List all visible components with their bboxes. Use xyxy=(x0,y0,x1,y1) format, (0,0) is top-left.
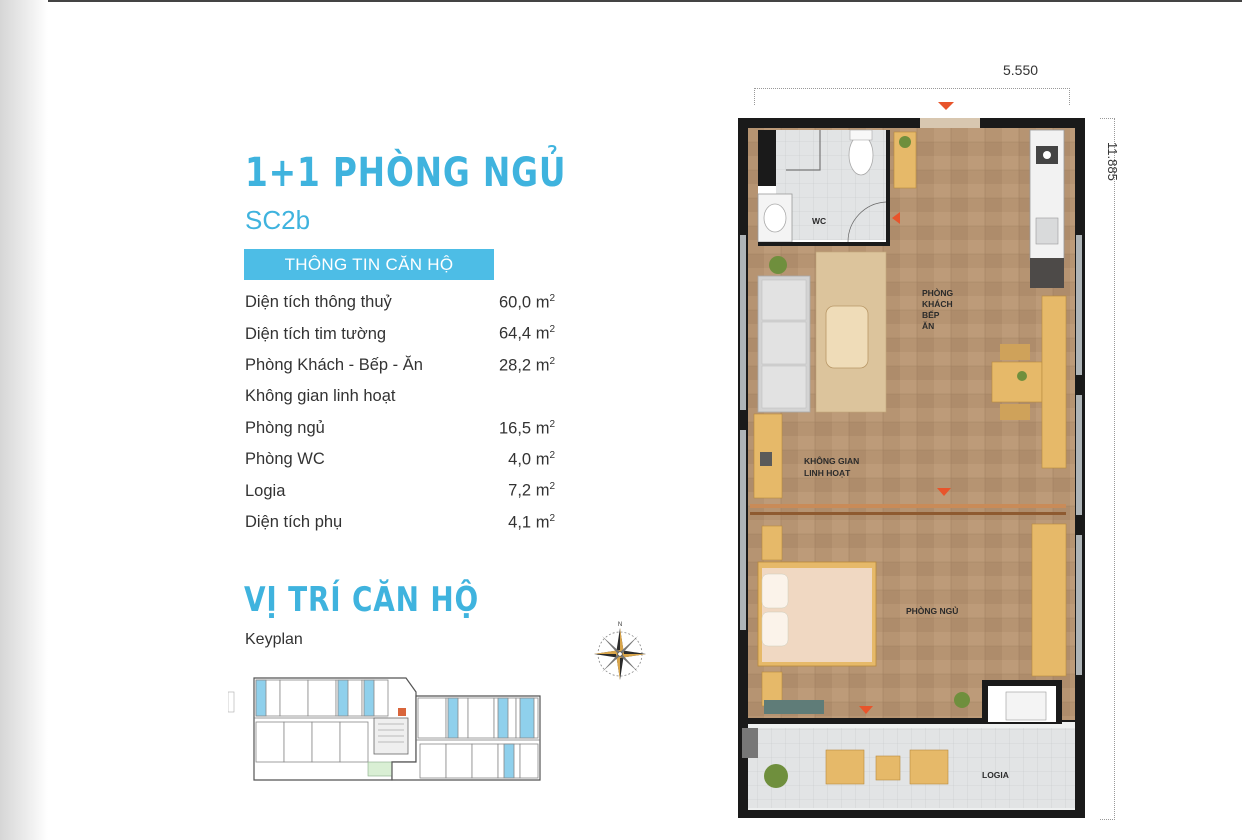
area-row xyxy=(245,444,555,475)
entry-marker-icon xyxy=(938,102,954,110)
room-label-flex-1: KHÔNG GIAN xyxy=(804,456,860,466)
keyplan-label: Keyplan xyxy=(245,631,303,648)
area-value: 64,4 $m^2$ xyxy=(498,324,555,343)
area-value xyxy=(481,381,555,412)
area-row xyxy=(245,475,555,506)
room-label-living-2: KHÁCH xyxy=(922,299,953,309)
area-value: 60,0 $m^2$ xyxy=(498,292,555,312)
area-row xyxy=(245,318,555,349)
area-label: Logia xyxy=(245,481,286,500)
width-dimension: 5.550 xyxy=(1003,62,1039,78)
info-banner: THÔNG TIN CĂN HỘ xyxy=(244,249,494,280)
area-label: Phòng WC xyxy=(245,450,325,469)
depth-dimension-line xyxy=(1100,118,1115,820)
area-label: Diện tích thông thuỷ xyxy=(245,293,392,312)
room-label-flex-2: LINH HOẠT xyxy=(804,468,851,478)
floor-plan xyxy=(730,100,1095,820)
room-label-logia: LOGIA xyxy=(982,770,1009,780)
area-row xyxy=(245,287,555,318)
area-label: Không gian linh hoạt xyxy=(245,387,396,406)
area-value: 16,5 $m^2$ xyxy=(498,418,555,437)
compass-north-label: N xyxy=(617,622,623,628)
keyplan-map xyxy=(228,672,558,787)
compass-icon xyxy=(586,620,654,688)
area-value: 4,1 $m^2$ xyxy=(508,512,555,532)
area-row xyxy=(245,350,555,381)
room-label-living-1: PHÒNG xyxy=(922,288,954,298)
depth-dimension: 11.885 xyxy=(1105,142,1120,181)
top-border xyxy=(0,0,1242,2)
area-value: 7,2 $m^2$ xyxy=(508,481,555,500)
area-value: 4,0 $m^2$ xyxy=(508,449,555,469)
area-label: Phòng Khách - Bếp - Ăn xyxy=(245,355,423,374)
room-label-living-4: ĂN xyxy=(922,321,935,331)
area-label: Diện tích phụ xyxy=(245,512,343,531)
area-label: Diện tích tim tường xyxy=(245,324,387,343)
area-row xyxy=(245,507,555,538)
page-edge-shadow xyxy=(0,0,48,840)
area-table xyxy=(245,287,555,538)
apartment-type-title: 1+1 PHÒNG NGỦ xyxy=(245,150,567,196)
location-title: VỊ TRÍ CĂN HỘ xyxy=(244,580,479,620)
area-label: Phòng ngủ xyxy=(245,418,325,437)
area-row xyxy=(245,381,555,412)
room-label-wc: WC xyxy=(812,216,827,226)
apartment-code: SC2b xyxy=(245,205,311,235)
area-value: 28,2 $m^2$ xyxy=(498,355,555,375)
room-label-bedroom: PHÒNG NGỦ xyxy=(906,606,959,616)
area-row xyxy=(245,413,555,444)
room-label-living-3: BẾP xyxy=(922,310,940,320)
